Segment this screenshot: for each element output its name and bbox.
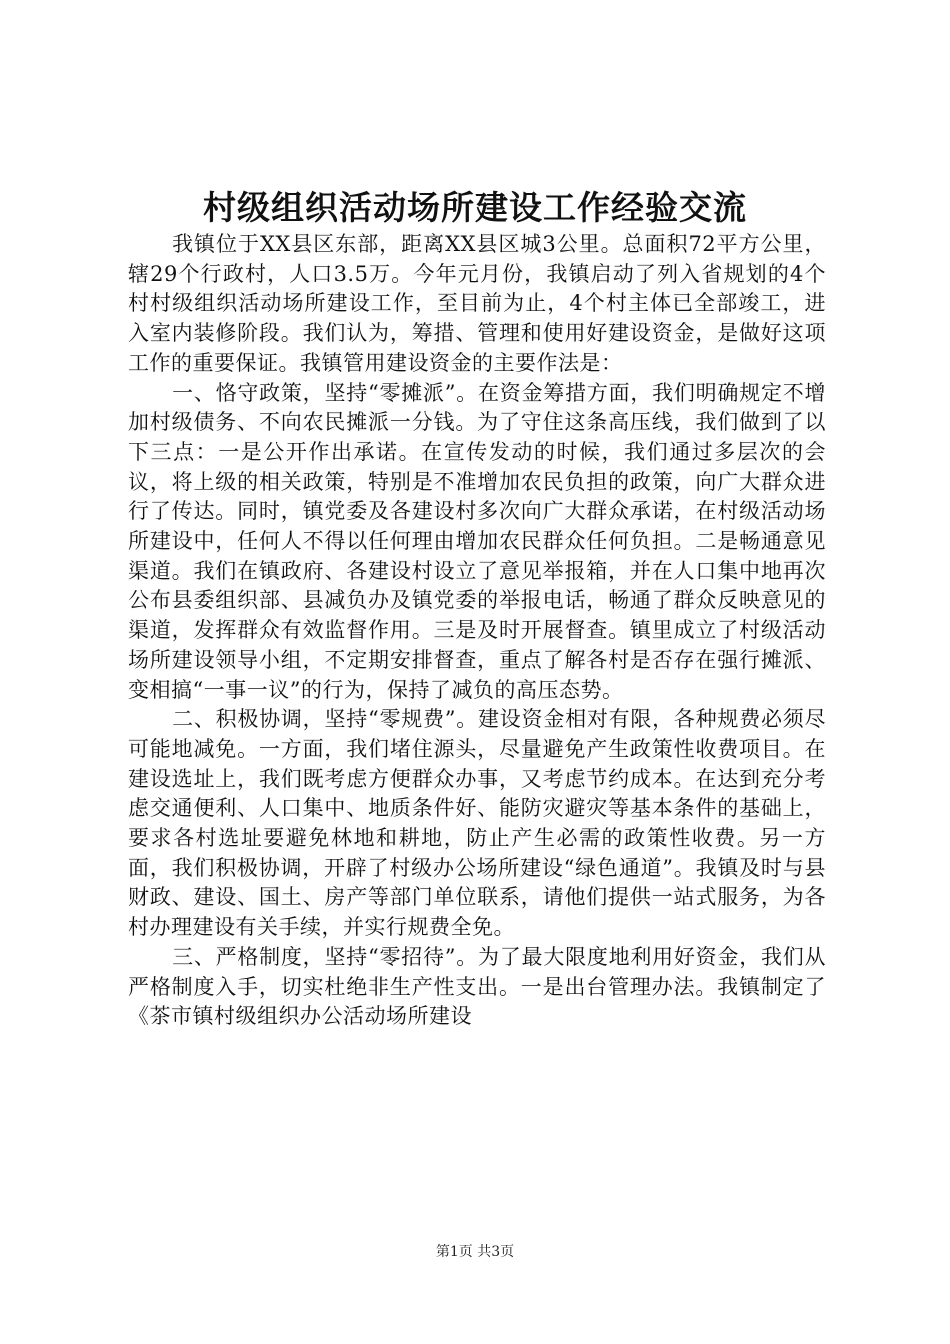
paragraph-section-2: 二、积极协调，坚持“零规费”。建设资金相对有限，各种规费必须尽可能地减免。一方面，我们堵住源头，尽量避免产生政策性收费项目。在建设选址上，我们既考虑方便群众办事，又考虑节约成本。在达到充分考虑交通便利、人口集中、地质条件好、能防灾避灾等基本条件的基础上，要求各村选址要避免林地和耕地，防止产生必需的政策性收费。另一方面，我们积极协调，开辟了村级办公场所建设“绿色通道”。我镇及时与县财政、建设、国土、房产等部门单位联系，请他们提供一站式服务，为各村办理建设有关手续，并实行规费全免。 bbox=[128, 707, 826, 940]
paragraph-intro: 我镇位于XX县区东部，距离XX县区城3公里。总面积72平方公里，辖29个行政村，人口3.5万。今年元月份，我镇启动了列入省规划的4个村村级组织活动场所建设工作，至目前为止，4个村主体已全部竣工，进入室内装修阶段。我们认为，筹措、管理和使用好建设资金，是做好这项工作的重要保证。我镇管用建设资金的主要作法是： bbox=[128, 232, 826, 375]
document-title: 村级组织活动场所建设工作经验交流 bbox=[203, 188, 747, 227]
paragraph-section-1: 一、恪守政策，坚持“零摊派”。在资金筹措方面，我们明确规定不增加村级债务、不向农民摊派一分钱。为了守住这条高压线，我们做到了以下三点：一是公开作出承诺。在宣传发动的时候，我们通过多层次的会议，将上级的相关政策，特别是不准增加农民负担的政策，向广大群众进行了传达。同时，镇党委及各建设村多次向广大群众承诺，在村级活动场所建设中，任何人不得以任何理由增加农民群众任何负担。二是畅通意见渠道。我们在镇政府、各建设村设立了意见举报箱，并在人口集中地再次公布县委组织部、县减负办及镇党委的举报电话，畅通了群众反映意见的渠道，发挥群众有效监督作用。三是及时开展督查。镇里成立了村级活动场所建设领导小组，不定期安排督查，重点了解各村是否存在强行摊派、变相搞“一事一议”的行为，保持了减负的高压态势。 bbox=[128, 380, 826, 702]
document-body bbox=[128, 230, 826, 1032]
paragraph-section-3: 三、严格制度，坚持“零招待”。为了最大限度地利用好资金，我们从严格制度入手，切实杜绝非生产性支出。一是出台管理办法。我镇制定了《茶市镇村级组织办公活动场所建设 bbox=[128, 944, 826, 1029]
page-number-footer: 第1页 共3页 bbox=[435, 1244, 515, 1260]
